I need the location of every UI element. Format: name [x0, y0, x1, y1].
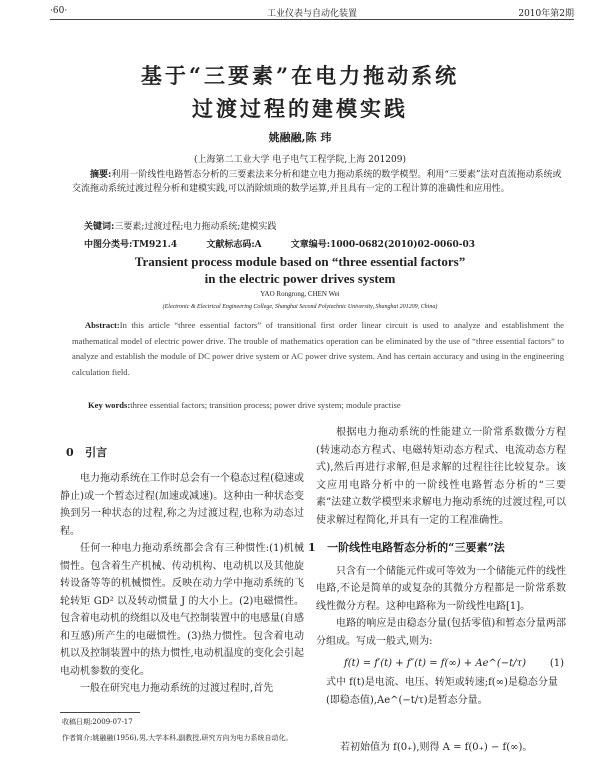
- article-number: 文章编号:1000-0682(2010)02-0060-03: [290, 240, 476, 250]
- header-rule: [50, 19, 574, 20]
- keywords-en-text: three essential factors; transition process; power drive system; module practise: [130, 400, 401, 410]
- right-paragraph-3: 电路的响应是由稳态分量(包括零值)和暂态分量两部分组成。写成一般式,则为:: [316, 618, 566, 647]
- keywords-cn: [84, 219, 276, 232]
- equation-1-number: (1): [549, 658, 564, 669]
- abstract-cn-text: 利用一阶线性电路暂态分析的三要素法来分析和建立电力拖动系统的数学模型。利用“三要素”法对直流拖动系统或交流拖动系统过渡过程分析和建模实践,可以消除烦琐的数学运算,并且具有一定的工程计算的准确性和应用性。: [72, 170, 562, 194]
- left-column: [60, 470, 304, 698]
- title-en-line2: in the electric power drives system: [204, 271, 396, 286]
- issue: 2010年第2期: [518, 9, 574, 19]
- title-cn-line2: 过渡过程的建模实践: [192, 96, 408, 121]
- affiliation-cn: (上海第二工业大学 电子电气工程学院,上海 201209): [194, 155, 406, 165]
- keywords-en-label: Key words:: [88, 400, 131, 410]
- intro-paragraph-3: 一般在研究电力拖动系统的过渡过程时,首先: [80, 683, 274, 694]
- running-header: [50, 4, 574, 20]
- intro-paragraph-1: 电力拖动系统在工作时总会有一个稳态过程(稳速或静止)或一个暂态过程(加速或减速)。这种由一种状态变换到另一种状态的过程,称之为过渡过程,也称为动态过程。: [60, 473, 304, 537]
- section-1-number: 1: [308, 541, 316, 554]
- title-en-line1: Transient process module based on “three essential factors”: [134, 254, 466, 269]
- section-1-heading: [308, 539, 566, 557]
- abstract-cn-label: 摘要:: [90, 170, 112, 180]
- title-cn-line1: 基于“三要素”在电力拖动系统: [140, 63, 460, 88]
- section-0-title: 引言: [85, 446, 108, 459]
- clc-number: 中图分类号:TM921.4: [84, 240, 178, 250]
- affiliation-en: (Electronic & Electrical Engineering College, Shanghai Second Polytechnic University, Shanghai 201209, China): [162, 304, 438, 310]
- section-0-heading: [66, 444, 107, 460]
- journal-name: 工业仪表与自动化装置: [266, 9, 357, 19]
- footnote-rule: [60, 712, 140, 713]
- section-1-title: 一阶线性电路暂态分析的“三要素”法: [327, 541, 505, 554]
- keywords-cn-label: 关键词:: [84, 222, 115, 232]
- section-0-number: 0: [66, 446, 74, 459]
- keywords-en: [88, 400, 401, 410]
- footnote-bio: 作者简介:姚融融(1956),男,大学本科,副教授,研究方向为电力系统自动化。: [62, 734, 293, 742]
- authors-cn: 姚融融,陈 玮: [268, 131, 332, 144]
- right-paragraph-5: 若初始值为 f(0₊),则得 A = f(0₊) − f(∞)。: [340, 742, 533, 753]
- right-paragraph-1: 根据电力拖动系统的性能建立一阶常系数微分方程(转速动态方程式、电磁转矩动态方程式、电流动态方程式),然后再进行求解,但是求解的过程往往比较复杂。该文应用电路分析中的一阶线性电路暂态分析的“三要素”法建立数学模型来求解电力拖动系统的过渡过程,可以使求解过程简化,并具有一定的工程准确性。: [316, 427, 566, 526]
- right-paragraph-2: 只含有一个储能元件或可等效为一个储能元件的线性电路,不论是简单的或复杂的其微分方程都是一阶常系数线性微分方程。这种电路称为一阶线性电路[1]。: [316, 565, 566, 612]
- abstract-en-label: Abstract:: [84, 320, 120, 330]
- keywords-cn-text: 三要素;过渡过程;电力拖动系统;建模实践: [114, 222, 277, 232]
- abstract-cn: [72, 168, 564, 196]
- right-column: [308, 424, 566, 650]
- equation-1: [344, 658, 564, 669]
- document-code: 文献标志码:A: [206, 240, 262, 250]
- intro-paragraph-2: 任何一种电力拖动系统都会含有三种惯性:(1)机械惯性。包含着生产机械、传动机构、电动机以及其他旋转设备等等的机械惯性。反映在动力学中拖动系统的飞轮转矩 GD² 以及转动惯量 J 的大小上。(2)电磁惯性。包含着电动机的绕组以及电气控制装置中的电感量(自感和互感)所产生的电磁惯性。(3)热力惯性。包含着电动机以及控制装置中的热力惯性,电动机温度的变化会引起电动机参数的变化。: [60, 543, 304, 677]
- abstract-en: [72, 318, 564, 380]
- equation-1-body: f(t) = f′(t) + f″(t) = f(∞) + Ae^(−t/τ): [344, 658, 526, 669]
- page-number: ·60·: [50, 6, 68, 16]
- right-paragraph-4: 式中 f(t)是电流、电压、转矩或转速;f(∞)是稳态分量(即稳态值),Ae^(−t/τ)是暂态分量。: [326, 677, 558, 706]
- footnote-received: 收稿日期:2009-07-17: [62, 718, 133, 726]
- authors-en: YAO Rongrong, CHEN Wei: [260, 290, 340, 298]
- classification-line: [84, 237, 501, 250]
- abstract-en-text: In this article “three essential factors” of transitional first order linear circuit is used to analyze and establishment the mathematical model of electric power drive. The trouble of mathematics operation can be eliminated by the use of “three essential factors” to analyze and establish the module of DC power drive system or AC power drive system. And has certain accuracy and using in the engineering calculation field.: [72, 320, 564, 377]
